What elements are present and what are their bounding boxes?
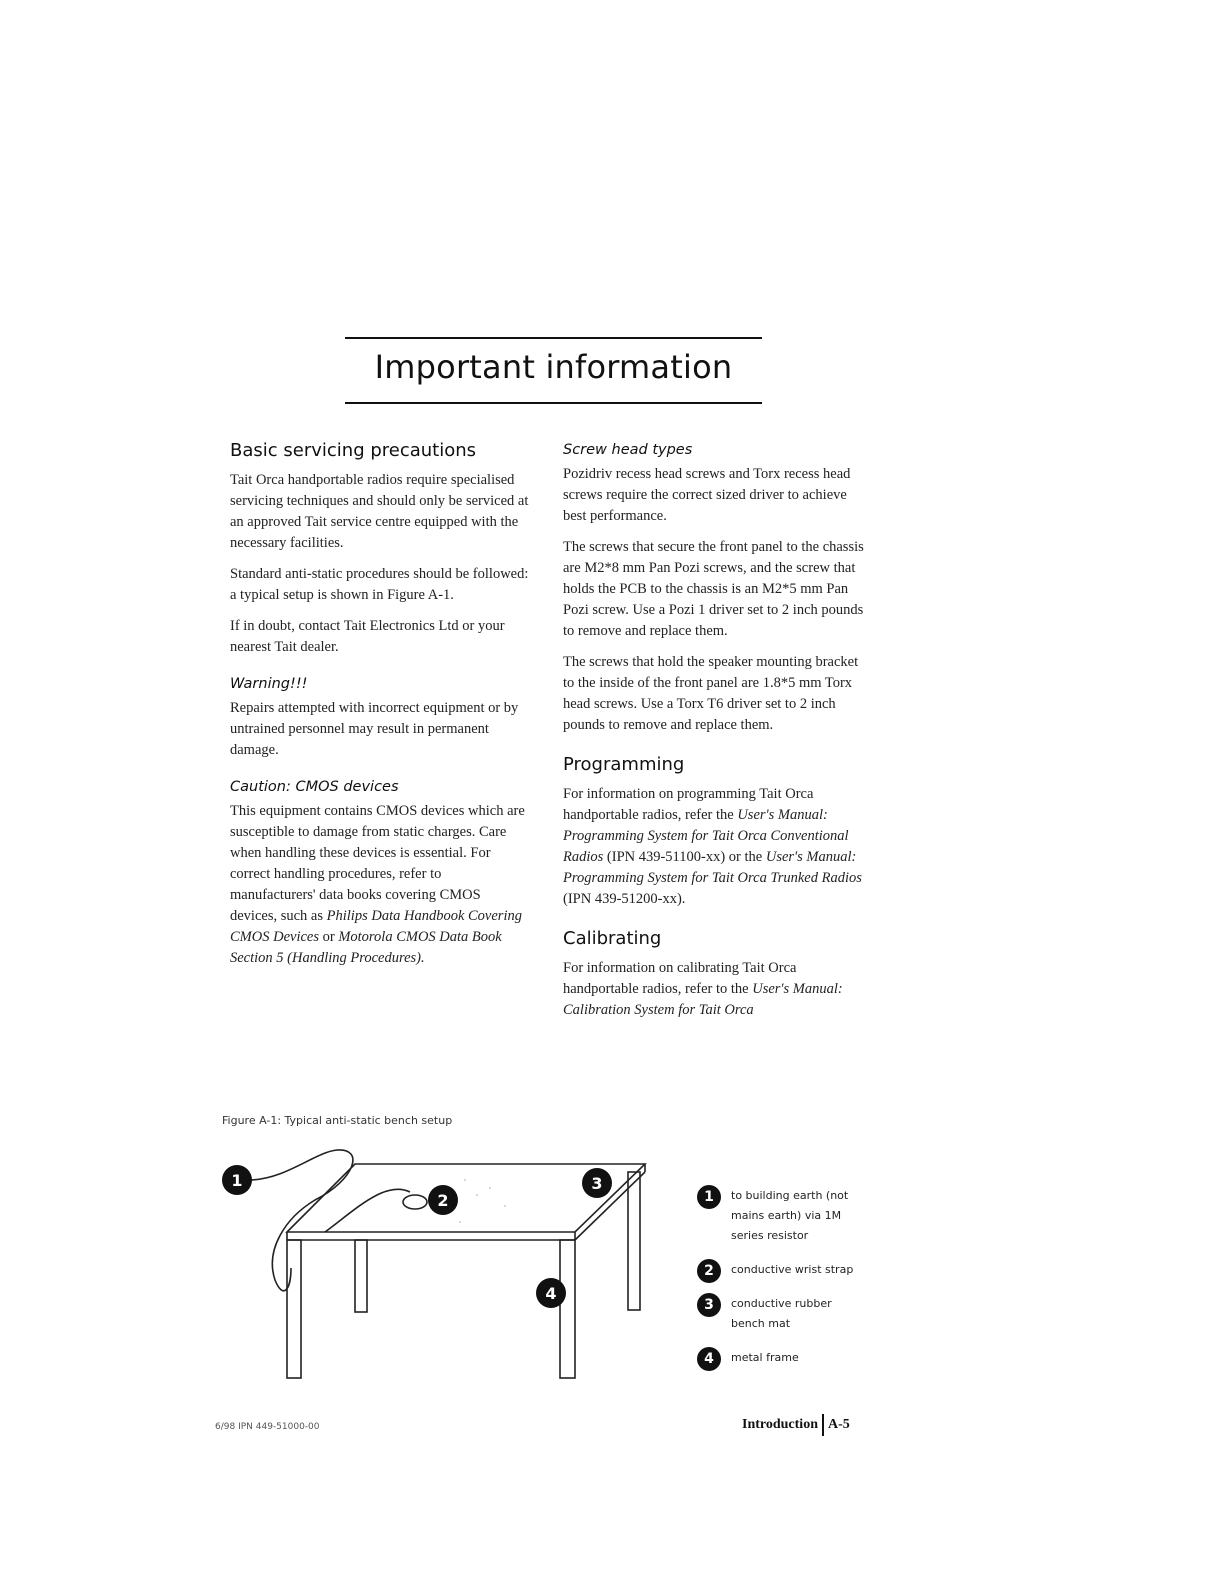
cmos-paragraph	[230, 801, 530, 969]
left-column	[230, 440, 530, 979]
programming-manual-conventional: User's Manual: Programming System for Tait Orca Conventional Radios	[563, 807, 849, 865]
anti-static-bench-illustration	[215, 1140, 665, 1390]
cmos-or: or	[318, 929, 339, 945]
cmos-heading: Caution: CMOS devices	[230, 779, 399, 795]
cmos-text: This equipment contains CMOS devices which are susceptible to damage from static charges. Care when handling these devices is essential. For correct handling procedures, refer to manufacturers' data books covering CMOS devices, such as	[230, 803, 525, 924]
right-column	[563, 442, 873, 1031]
programming-manual-trunked: User's Manual: Programming System for Tait Orca Trunked Radios	[563, 849, 862, 886]
wrist-strap-cord	[325, 1189, 410, 1232]
footer-divider	[822, 1414, 824, 1436]
basic-precautions-p3: If in doubt, contact Tait Electronics Ltd or your nearest Tait dealer.	[230, 618, 505, 655]
legend-item-3	[697, 1294, 867, 1334]
title-bottom-rule	[345, 402, 762, 404]
legend-text-3: conductive rubber bench mat	[731, 1297, 832, 1330]
warning-heading: Warning!!!	[230, 676, 308, 692]
legend-text-4: metal frame	[731, 1351, 799, 1364]
legend-badge-3: 3	[697, 1293, 721, 1317]
legend-item-1	[697, 1186, 867, 1246]
basic-precautions-heading: Basic servicing precautions	[230, 440, 477, 461]
page-title: Important information	[374, 348, 733, 386]
programming-text-a: For information on programming Tait Orca handportable radios, refer the	[563, 786, 814, 823]
callout-4-label: 4	[545, 1284, 557, 1303]
figure-caption: Figure A-1: Typical anti-static bench setup	[222, 1114, 453, 1127]
cmos-book-motorola: Motorola CMOS Data Book Section 5 (Handling Procedures).	[230, 929, 502, 966]
legend-badge-2: 2	[697, 1259, 721, 1283]
programming-text-c: (IPN 439-51100-xx) or the	[603, 849, 766, 865]
programming-text-e: (IPN 439-51200-xx).	[563, 891, 686, 907]
legend-text-2: conductive wrist strap	[731, 1263, 854, 1276]
legend-text-1: to building earth (not mains earth) via 1M series resistor	[731, 1189, 849, 1242]
calibrating-text: For information on calibrating Tait Orca handportable radios, refer to the	[563, 960, 797, 997]
screw-paragraph-3: The screws that hold the speaker mounting bracket to the inside of the front panel are 1.8*5 mm Torx head screws. Use a Torx T6 driver set to 2 inch pounds to remove and replace them.	[563, 654, 859, 733]
screw-paragraph-2: The screws that secure the front panel to the chassis are M2*8 mm Pan Pozi screws, and the screw that holds the PCB to the chassis is an M2*5 mm Pan Pozi screw. Use a Pozi 1 driver set to 2 inch pounds to remove and replace them.	[563, 539, 864, 639]
footer-page-ref	[742, 1414, 850, 1436]
footer-page-number: A-5	[827, 1417, 850, 1433]
legend-item-2	[697, 1260, 867, 1280]
title-top-rule	[345, 337, 762, 339]
bench-leg	[355, 1240, 367, 1312]
calibrating-paragraph	[563, 958, 873, 1021]
bench-leg	[287, 1240, 301, 1378]
basic-precautions-p2: Standard anti-static procedures should be followed: a typical setup is shown in Figure A-1.	[230, 566, 529, 603]
figure-legend	[697, 1186, 867, 1382]
footer-ipn: 6/98 IPN 449-51000-00	[215, 1422, 320, 1432]
callout-3-label: 3	[591, 1174, 603, 1193]
programming-paragraph	[563, 784, 873, 910]
legend-item-4	[697, 1348, 867, 1368]
callout-2-label: 2	[437, 1191, 449, 1210]
callout-1-label: 1	[231, 1171, 243, 1190]
screw-heading: Screw head types	[563, 442, 693, 458]
legend-badge-1: 1	[697, 1185, 721, 1209]
basic-precautions-p1: Tait Orca handportable radios require specialised servicing techniques and should only be serviced at an approved Tait service centre equipped with the necessary facilities.	[230, 472, 529, 551]
legend-badge-4: 4	[697, 1347, 721, 1371]
footer-section: Introduction	[742, 1417, 818, 1433]
bench-leg	[628, 1172, 640, 1310]
calibrating-heading: Calibrating	[563, 928, 662, 949]
calibrating-manual: User's Manual: Calibration System for Tait Orca	[563, 981, 843, 1018]
screw-paragraph-1: Pozidriv recess head screws and Torx recess head screws require the correct sized driver to achieve best performance.	[563, 466, 851, 524]
warning-paragraph: Repairs attempted with incorrect equipment or by untrained personnel may result in permanent damage.	[230, 700, 519, 758]
cmos-book-philips: Philips Data Handbook Covering CMOS Devices	[230, 908, 522, 945]
bench-leg	[560, 1240, 575, 1378]
wrist-strap	[403, 1195, 427, 1209]
programming-heading: Programming	[563, 754, 685, 775]
